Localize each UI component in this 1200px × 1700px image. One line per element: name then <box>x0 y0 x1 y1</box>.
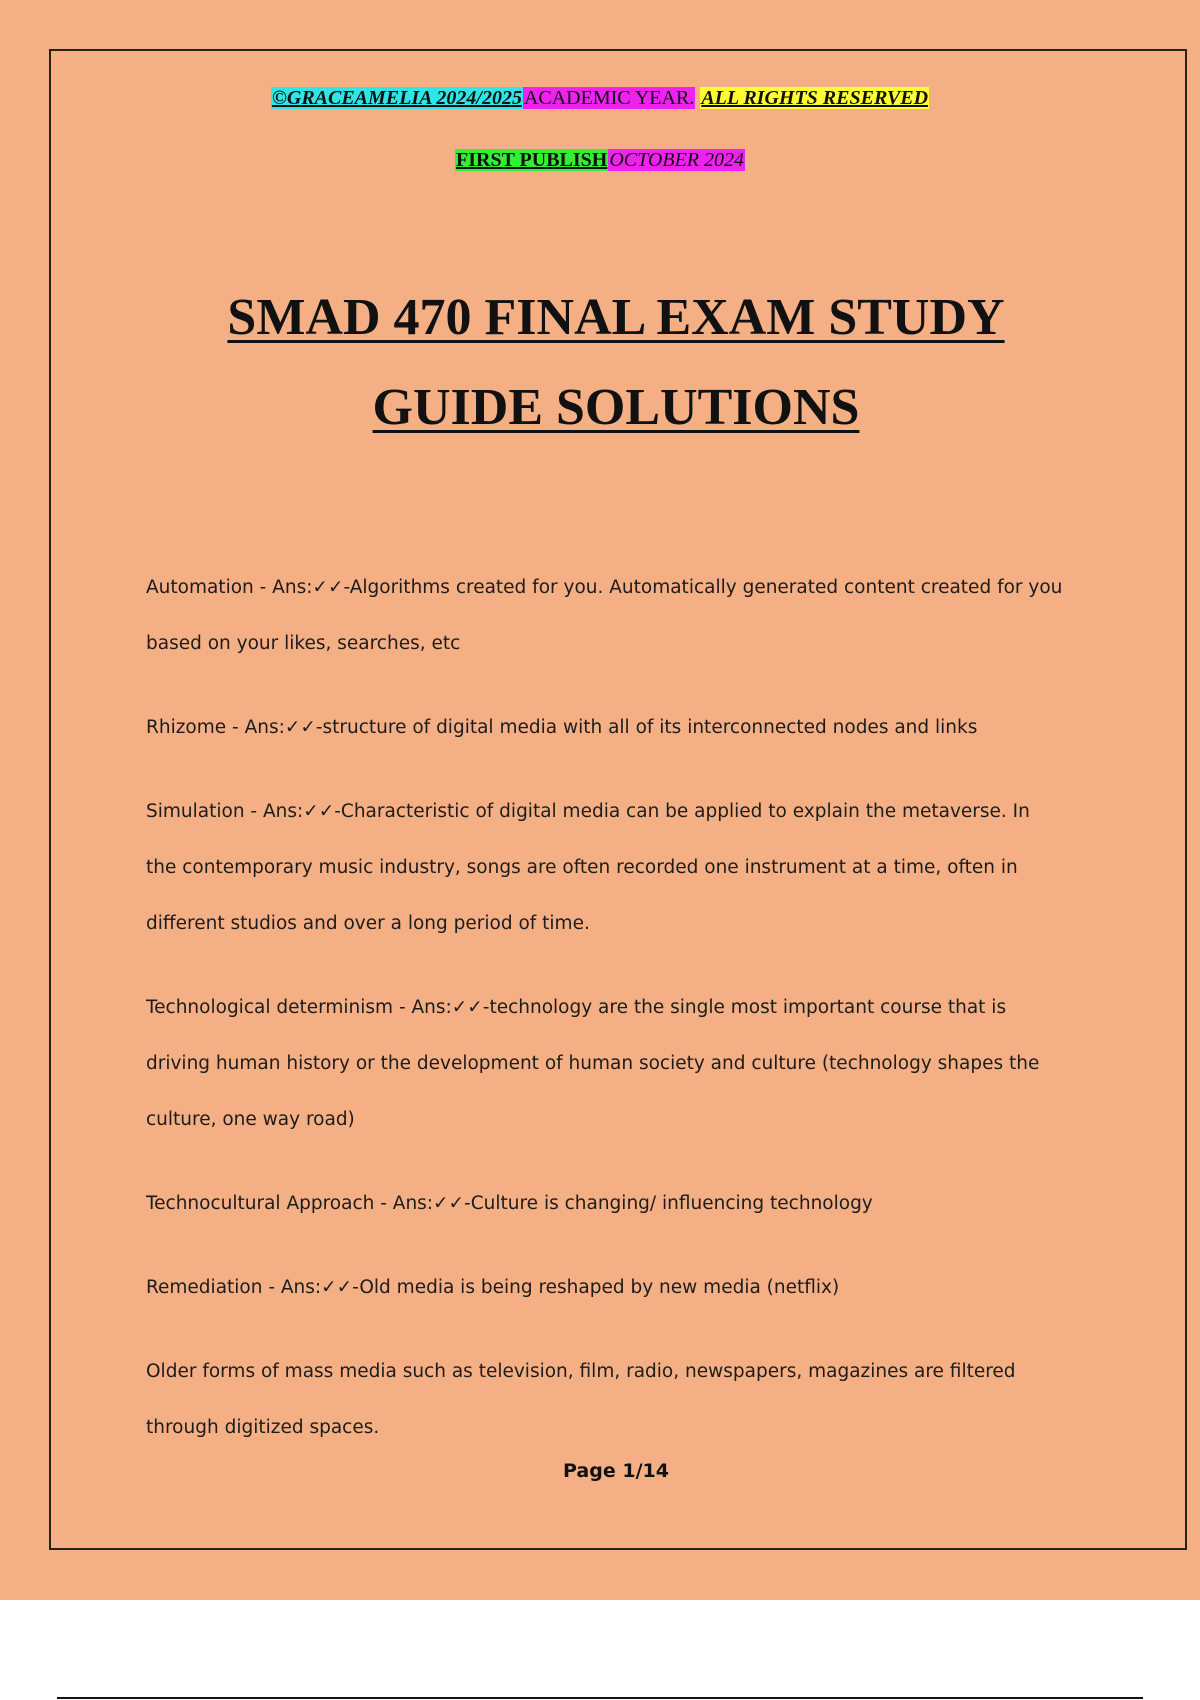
copyright-line <box>0 85 1200 111</box>
entry-rhizome: Rhizome - Ans:✓✓-structure of digital media with all of its interconnected nodes and links <box>146 717 978 738</box>
copyright-text: ©GRACEAMELIA 2024/2025 <box>271 87 522 109</box>
entry-technological-determinism: Technological determinism - Ans:✓✓-technology are the single most important course that is driving human history or the development of human society and culture (technology shapes the culture, one way road) <box>146 997 1040 1130</box>
bottom-divider <box>57 1697 1143 1699</box>
entry-automation: Automation - Ans:✓✓-Algorithms created for you. Automatically generated content created for you based on your likes, searches, etc <box>146 577 1063 654</box>
entry-simulation: Simulation - Ans:✓✓-Characteristic of digital media can be applied to explain the metaverse. In the contemporary music industry, songs are often recorded one instrument at a time, often in different studios and over a long period of time. <box>146 801 1030 934</box>
document-title-line-1: SMAD 470 FINAL EXAM STUDY <box>227 289 1005 346</box>
entry-remediation: Remediation - Ans:✓✓-Old media is being reshaped by new media (netflix) <box>146 1277 840 1298</box>
publish-line <box>0 147 1200 173</box>
document-title-line-2: GUIDE SOLUTIONS <box>372 379 860 436</box>
entry-older-media: Older forms of mass media such as television, film, radio, newspapers, magazines are filtered through digitized spaces. <box>146 1361 1016 1438</box>
page-number: Page 1/14 <box>563 1460 669 1482</box>
rights-reserved-text: ALL RIGHTS RESERVED <box>701 87 929 109</box>
first-publish-text: FIRST PUBLISH <box>456 149 608 171</box>
entry-technocultural-approach: Technocultural Approach - Ans:✓✓-Culture is changing/ influencing technology <box>146 1193 873 1214</box>
academic-year-text: ACADEMIC YEAR. <box>523 87 695 109</box>
publish-date-text: OCTOBER 2024 <box>609 149 744 171</box>
study-entries <box>146 560 1066 1456</box>
